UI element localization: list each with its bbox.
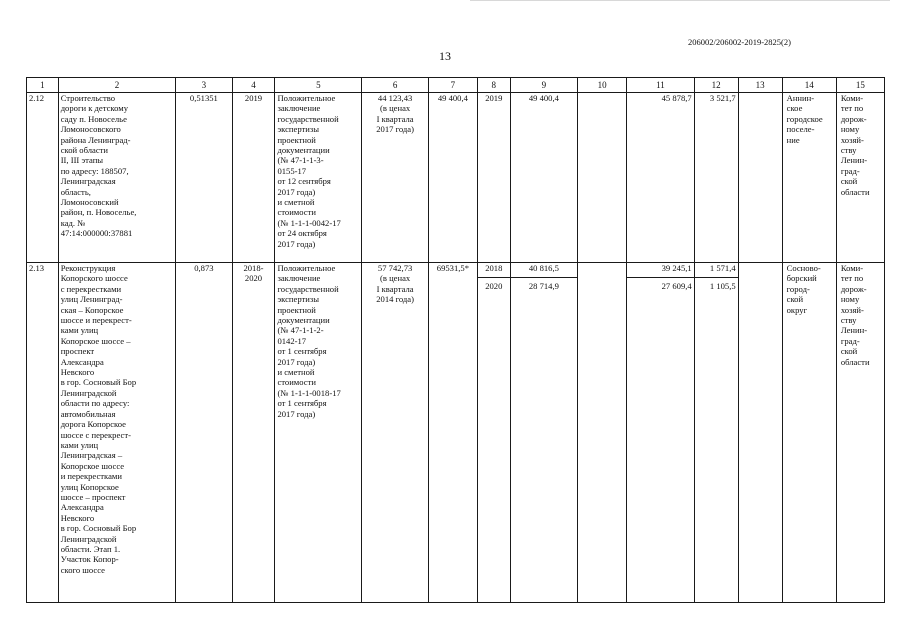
column-header: 3 [176, 78, 232, 93]
year-value: 2020 [478, 277, 510, 291]
column-header: 11 [627, 78, 694, 93]
regional-value: 1 105,5 [695, 277, 738, 291]
year-value: 2019 [477, 93, 510, 263]
length-value: 0,51351 [176, 93, 232, 263]
document-id: 206002/206002-2019-2825(2) [688, 37, 791, 47]
column-header: 2 [58, 78, 176, 93]
year-cell [477, 263, 510, 603]
object-name: Строительство дороги к детскому саду п. Новоселье Ломоносовского района Ленинград- ской области II, III этапы по адресу: 188507, Ленинградская область, Ломоносовский район, п. Новоселье, кад. № 47:14:000000:37881 [58, 93, 176, 263]
column-header: 1 [27, 78, 59, 93]
regional-value: 1 571,4 [709, 263, 736, 273]
column-header: 8 [477, 78, 510, 93]
estimate-value: 44 123,43 (в ценах I квартала 2017 года) [362, 93, 428, 263]
empty-cell [578, 263, 627, 603]
empty-cell [738, 263, 782, 603]
header-row [27, 78, 885, 93]
column-header: 6 [362, 78, 428, 93]
column-header: 12 [694, 78, 738, 93]
table-row [27, 263, 885, 603]
amount-value: 40 816,5 [528, 263, 559, 273]
empty-cell [578, 93, 627, 263]
amount-cell [510, 263, 577, 603]
column-header: 15 [836, 78, 884, 93]
federal-value: 39 245,1 [661, 263, 692, 273]
years-value: 2018- 2020 [232, 263, 275, 603]
estimate-value: 57 742,73 (в ценах I квартала 2014 года) [362, 263, 428, 603]
page-number: 13 [439, 49, 451, 63]
regional-value: 3 521,7 [694, 93, 738, 263]
customer-text: Коми- тет по дорож- ному хозяй- ству Ленин- град- ской области [836, 263, 884, 603]
table-row [27, 93, 885, 263]
column-header: 5 [275, 78, 362, 93]
expertise-text: Положительное заключение государственной экспертизы проектной документации (№ 47-1-1-2- 0142-17 от 1 сентября 2017 года) и сметной стоимости (№ 1-1-1-0018-17 от 1 сентября 2017 года) [275, 263, 362, 603]
length-value: 0,873 [176, 263, 232, 603]
federal-cell [627, 263, 694, 603]
object-name: Реконструкция Копорского шоссе с перекрестками улиц Ленинград- ская – Копорское шоссе и перекрест- ками улиц Копорское шоссе – проспект Александра Невского в гор. Сосновый Бор Ленинградской области по адресу: автомобильная дорога Копорское шоссе с перекрест- ками улиц Ленинградская – Копорское шоссе и перекрестками улиц Копорское шоссе – проспект Александра Невского в гор. Сосновый Бор Ленинградской области. Этап 1. Участок Копор- ского шоссе [58, 263, 176, 603]
program-table [26, 77, 885, 603]
column-header: 14 [782, 78, 836, 93]
total-value: 69531,5* [428, 263, 477, 603]
top-rule [470, 0, 890, 1]
customer-text: Коми- тет по дорож- ному хозяй- ству Ленин- град- ской области [836, 93, 884, 263]
amount-value: 28 714,9 [511, 277, 577, 291]
expertise-text: Положительное заключение государственной экспертизы проектной документации (№ 47-1-1-3- 0155-17 от 12 сентября 2017 года) и сметной стоимости (№ 1-1-1-0042-17 от 24 октября 2017 года) [275, 93, 362, 263]
year-value: 2018 [485, 263, 503, 273]
column-header: 9 [510, 78, 577, 93]
federal-value: 45 878,7 [627, 93, 694, 263]
column-header: 10 [578, 78, 627, 93]
amount-value: 49 400,4 [510, 93, 577, 263]
column-header: 13 [738, 78, 782, 93]
municipality-text: Аннин- ское городское поселе- ние [782, 93, 836, 263]
regional-cell [694, 263, 738, 603]
years-value: 2019 [232, 93, 275, 263]
row-number: 2.13 [27, 263, 59, 603]
empty-cell [738, 93, 782, 263]
column-header: 7 [428, 78, 477, 93]
row-number: 2.12 [27, 93, 59, 263]
column-header: 4 [232, 78, 275, 93]
federal-value: 27 609,4 [627, 277, 693, 291]
total-value: 49 400,4 [428, 93, 477, 263]
municipality-text: Сосново- борский город- ской округ [782, 263, 836, 603]
